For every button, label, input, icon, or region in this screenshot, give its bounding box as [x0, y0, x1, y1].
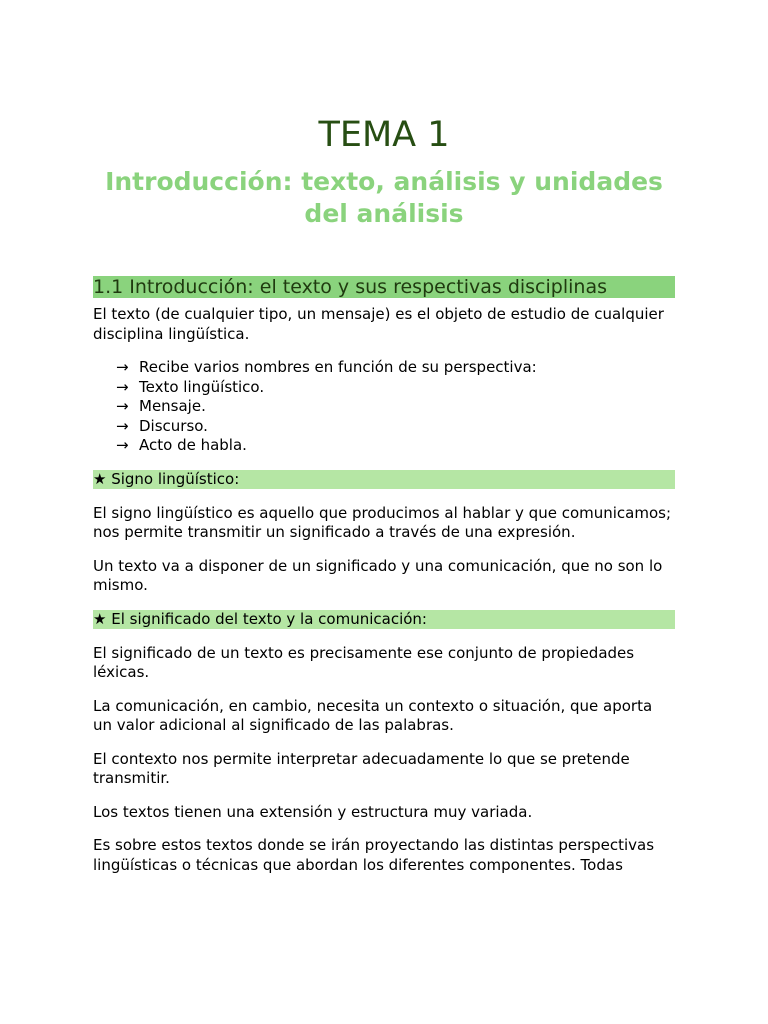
paragraph: El signo lingüístico es aquello que producimos al hablar y que comunicamos; nos permite transmitir un significado a través de una expresión.	[93, 503, 672, 541]
paragraph: El contexto nos permite interpretar adecuadamente lo que se pretende transmitir.	[93, 749, 630, 787]
list-item-text: Texto lingüístico.	[139, 377, 265, 396]
paragraph: Un texto va a disponer de un significado y una comunicación, que no son lo mismo.	[93, 556, 663, 594]
arrow-icon: →	[116, 377, 129, 396]
list-item	[116, 436, 675, 456]
list-item	[116, 358, 675, 378]
arrow-icon: →	[116, 416, 129, 435]
arrow-icon: →	[116, 358, 129, 376]
list-item	[116, 417, 675, 437]
list-item	[116, 378, 675, 398]
paragraph: Los textos tienen una extensión y estructura muy variada.	[93, 802, 533, 821]
section-heading: 1.1 Introducción: el texto y sus respectivas disciplinas	[93, 276, 675, 298]
arrow-list	[93, 358, 675, 456]
list-item	[116, 397, 675, 417]
list-item-text: Acto de habla.	[139, 436, 247, 454]
subsection-heading: ★ Signo lingüístico:	[93, 470, 675, 489]
list-item-text: Discurso.	[139, 416, 208, 435]
subsection-heading: ★ El significado del texto y la comunicación:	[93, 610, 675, 629]
list-item-text: Mensaje.	[139, 397, 206, 415]
list-item-text: Recibe varios nombres en función de su perspectiva:	[139, 358, 537, 376]
paragraph: La comunicación, en cambio, necesita un contexto o situación, que aporta un valor adicional al significado de las palabras.	[93, 696, 653, 734]
chapter-subtitle: Introducción: texto, análisis y unidades del análisis	[105, 167, 663, 228]
paragraph: El significado de un texto es precisamente ese conjunto de propiedades léxicas.	[93, 643, 635, 681]
paragraph: El texto (de cualquier tipo, un mensaje) es el objeto de estudio de cualquier disciplina lingüística.	[93, 305, 664, 343]
arrow-icon: →	[116, 436, 129, 454]
arrow-icon: →	[116, 397, 129, 415]
paragraph: Es sobre estos textos donde se irán proyectando las distintas perspectivas lingüísticas o técnicas que abordan los diferentes componentes. Todas	[93, 836, 655, 874]
page-content	[93, 114, 675, 889]
chapter-title: TEMA 1	[318, 115, 450, 155]
